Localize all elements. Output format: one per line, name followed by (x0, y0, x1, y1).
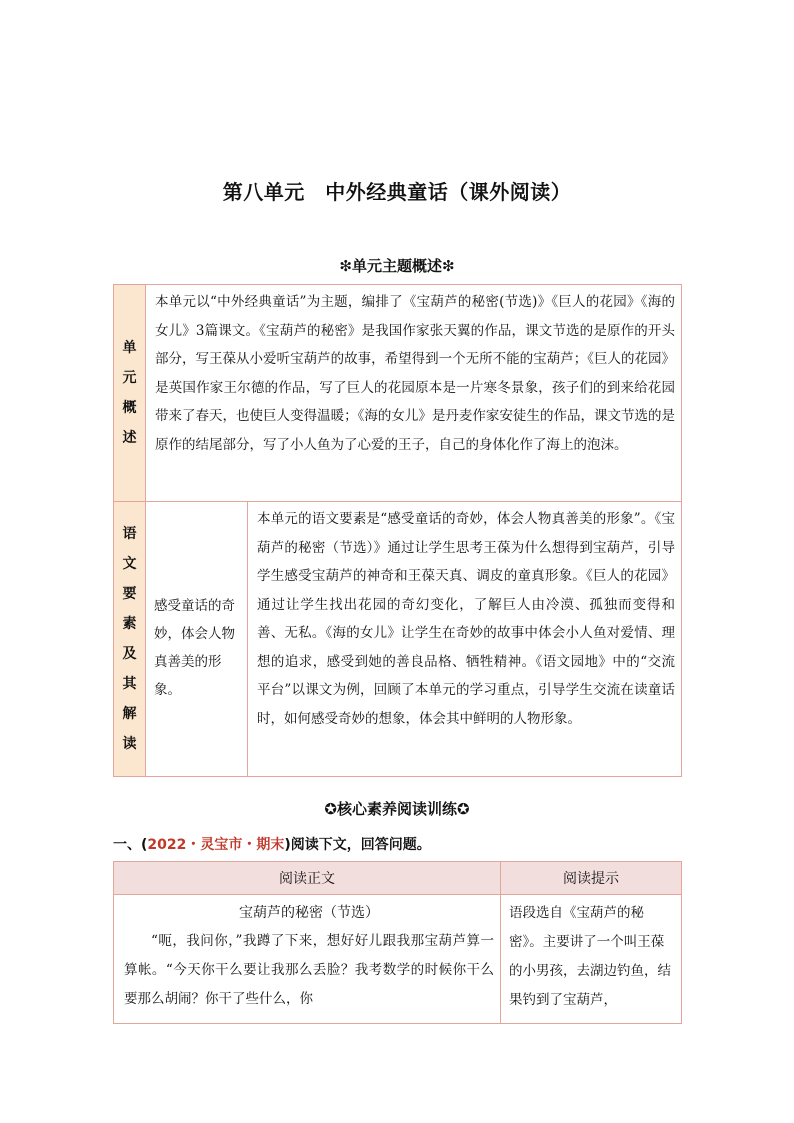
col-header-tip: 阅读提示 (501, 862, 682, 895)
unit-summary-table (113, 284, 682, 777)
question-number: 一、( (113, 837, 148, 853)
label-char: 素 (122, 616, 137, 632)
overview-row (114, 285, 682, 502)
overview-text: 本单元以“中外经典童话”为主题，编排了《宝葫芦的秘密(节选)》《巨人的花园》《海的女儿》3篇课文。《宝葫芦的秘密》是我国作家张天翼的作品，课文节选的是原作的开头部分，写王葆从小爱听宝葫芦的故事，希望得到一个无所不能的宝葫芦；《巨人的花园》是英国作家王尔德的作品，写了巨人的花园原本是一片寒冬景象，孩子们的到来给花园带来了春天，也使巨人变得温暖；《海的女儿》是丹麦作家安徒生的作品，课文节选的是原作的结尾部分，写了小人鱼为了心爱的王子，自己的身体化作了海上的泡沫。 (146, 285, 682, 502)
reading-content-row (114, 895, 682, 1024)
elements-label (114, 502, 146, 777)
label-char: 及 (122, 646, 137, 662)
reading-table (113, 861, 682, 1024)
col-header-main: 阅读正文 (114, 862, 501, 895)
elements-row (114, 502, 682, 777)
overview-heading: ❇单元主题概述❇ (339, 257, 455, 275)
question-heading (113, 834, 431, 854)
reading-header-row (114, 862, 682, 895)
label-char: 读 (122, 736, 137, 752)
key-points-cell: 感受童话的奇妙，体会人物真善美的形象。 (146, 502, 248, 777)
passage-title: 宝葫芦的秘密（节选） (239, 905, 379, 921)
label-char: 述 (122, 430, 137, 446)
label-char: 语 (122, 526, 137, 542)
reading-passage-cell (114, 895, 501, 1024)
page-title: 第八单元 中外经典童话（课外阅读） (222, 180, 572, 204)
label-char: 概 (122, 400, 137, 416)
label-char: 单 (122, 340, 137, 356)
label-char: 元 (122, 370, 137, 386)
label-char: 文 (122, 556, 137, 572)
label-char: 解 (122, 706, 137, 722)
question-source: 2022・灵宝市・期末 (147, 837, 285, 853)
question-instruction: )阅读下文，回答问题。 (284, 837, 431, 853)
training-heading: ✪核心素养阅读训练✪ (324, 800, 470, 818)
label-char: 要 (122, 586, 137, 602)
passage-text: “呃，我问你，”我蹲了下来，想好好儿跟我那宝葫芦算一算帐。“今天你干么要让我那么丢脸？我考数学的时候你干么要那么胡闹？你干了些什么，你 (124, 933, 494, 1007)
elements-text: 本单元的语文要素是“感受童话的奇妙，体会人物真善美的形象”。《宝葫芦的秘密（节选）》通过让学生思考王葆为什么想得到宝葫芦，引导学生感受宝葫芦的神奇和王葆天真、调皮的童真形象。《巨人的花园》通过让学生找出花园的奇幻变化，了解巨人由冷漠、孤独而变得和善、无私。《海的女儿》让学生在奇妙的故事中体会小人鱼对爱情、理想的追求，感受到她的善良品格、牺牲精神。《语文园地》中的“交流平台”以课文为例，回顾了本单元的学习重点，引导学生交流在读童话时，如何感受奇妙的想象，体会其中鲜明的人物形象。 (248, 502, 682, 777)
label-char: 其 (122, 676, 137, 692)
overview-label (114, 285, 146, 502)
reading-tip-cell: 语段选自《宝葫芦的秘密》。主要讲了一个叫王葆的小男孩，去湖边钓鱼，结果钓到了宝葫芦， (501, 895, 682, 1024)
